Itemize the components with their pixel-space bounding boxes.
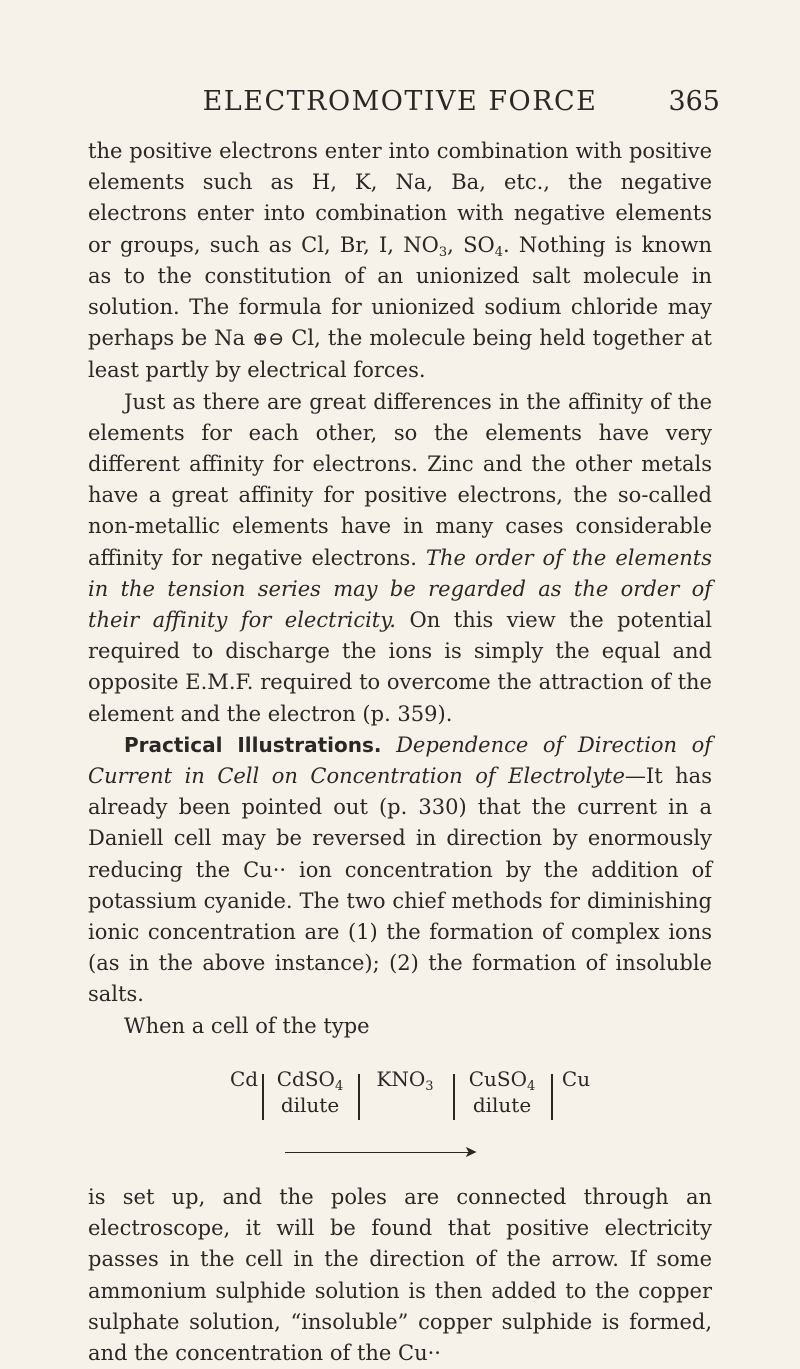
plus-circle-symbol: ⊕ <box>252 328 269 351</box>
cell-cdso4: CdSO$_4$ dilute <box>276 1067 344 1117</box>
p1-text-3: . Nothing is known as to the constitution of an unionized salt molecule in solution. The formula for unionized sodium chloride may perhaps be Na <box>88 232 712 351</box>
cell-cu: Cu <box>561 1067 591 1091</box>
p2-text-2: On this view the potential required to discharge the ions is simply the equal and opposite E.M.F. required to overcome the attraction of the element and the electron (p. 359). <box>88 608 712 726</box>
paragraph-2 <box>88 387 712 730</box>
cell-divider-3 <box>453 1074 455 1120</box>
paragraph-1 <box>88 136 712 387</box>
minus-circle-symbol: ⊖ <box>268 328 285 351</box>
cell-divider-4 <box>551 1074 553 1120</box>
body-text <box>88 136 712 1042</box>
paragraph-3 <box>88 730 712 1011</box>
p3-text-1: —It has already been pointed out (p. 330) that the current in a Daniell cell may be reversed in direction by enormously reducing the Cu·· ion concentration by the addition of potassium cyanide. The two chief methods for diminishing ionic concentration are (1) the formation of complex ions (as in the above instance); (2) the formation of insoluble salts. <box>88 764 712 1007</box>
current-arrow-line <box>285 1152 471 1153</box>
cell-cuso4: CuSO$_4$ dilute <box>468 1067 536 1117</box>
p4-text-1: When a cell of the type <box>124 1013 370 1038</box>
page-header <box>0 86 800 126</box>
p1-sub-2: 4 <box>494 244 503 260</box>
running-title: ELECTROMOTIVE FORCE <box>202 86 598 117</box>
body-text-continued <box>88 1182 712 1369</box>
p1-text-4: Cl, the molecule being held together at least partly by electrical forces. <box>88 326 713 383</box>
cell-cd: Cd <box>229 1067 259 1091</box>
paragraph-5 <box>88 1182 712 1369</box>
p2-italic: The order of the elements in the tension series may be regarded as the order of their affinity for electricity. <box>88 545 712 633</box>
cell-diagram <box>0 1066 800 1176</box>
cell-divider-2 <box>358 1074 360 1120</box>
page-number: 365 <box>668 86 720 117</box>
paragraph-4 <box>88 1011 712 1042</box>
section-heading: Practical Illustrations. <box>124 732 382 757</box>
cell-kno3: $KNO_3$ <box>376 1067 434 1094</box>
p2-text-1: Just as there are great differences in the affinity of the elements for each other, so the elements have very different affinity for electrons. Zinc and the other metals have a great affinity for positive electrons, the so-called non-metallic elements have in many cases considerable affinity for negative electrons. <box>88 389 712 570</box>
cell-divider-1 <box>262 1074 264 1120</box>
p1-text-1: the positive electrons enter into combination with positive elements such as H, K, Na, Ba, etc., the negative electrons enter into combination with negative elements or groups, such as Cl, Br, I, NO <box>88 139 712 257</box>
p1-sub-1: 3 <box>438 244 448 260</box>
arrow-head-icon: ➤ <box>464 1142 478 1161</box>
p1-text-2: , SO <box>447 232 495 257</box>
p5-text-1: is set up, and the poles are connected through an electroscope, it will be found that positive electricity passes in the cell in the direction of the arrow. If some ammonium sulphide solution is then added to the copper sulphate solution, “insoluble” copper sulphide is formed, and the concentration of the Cu·· <box>88 1185 712 1366</box>
p3-italic: Dependence of Direction of Current in Cell on Concentration of Electrolyte <box>88 732 712 789</box>
